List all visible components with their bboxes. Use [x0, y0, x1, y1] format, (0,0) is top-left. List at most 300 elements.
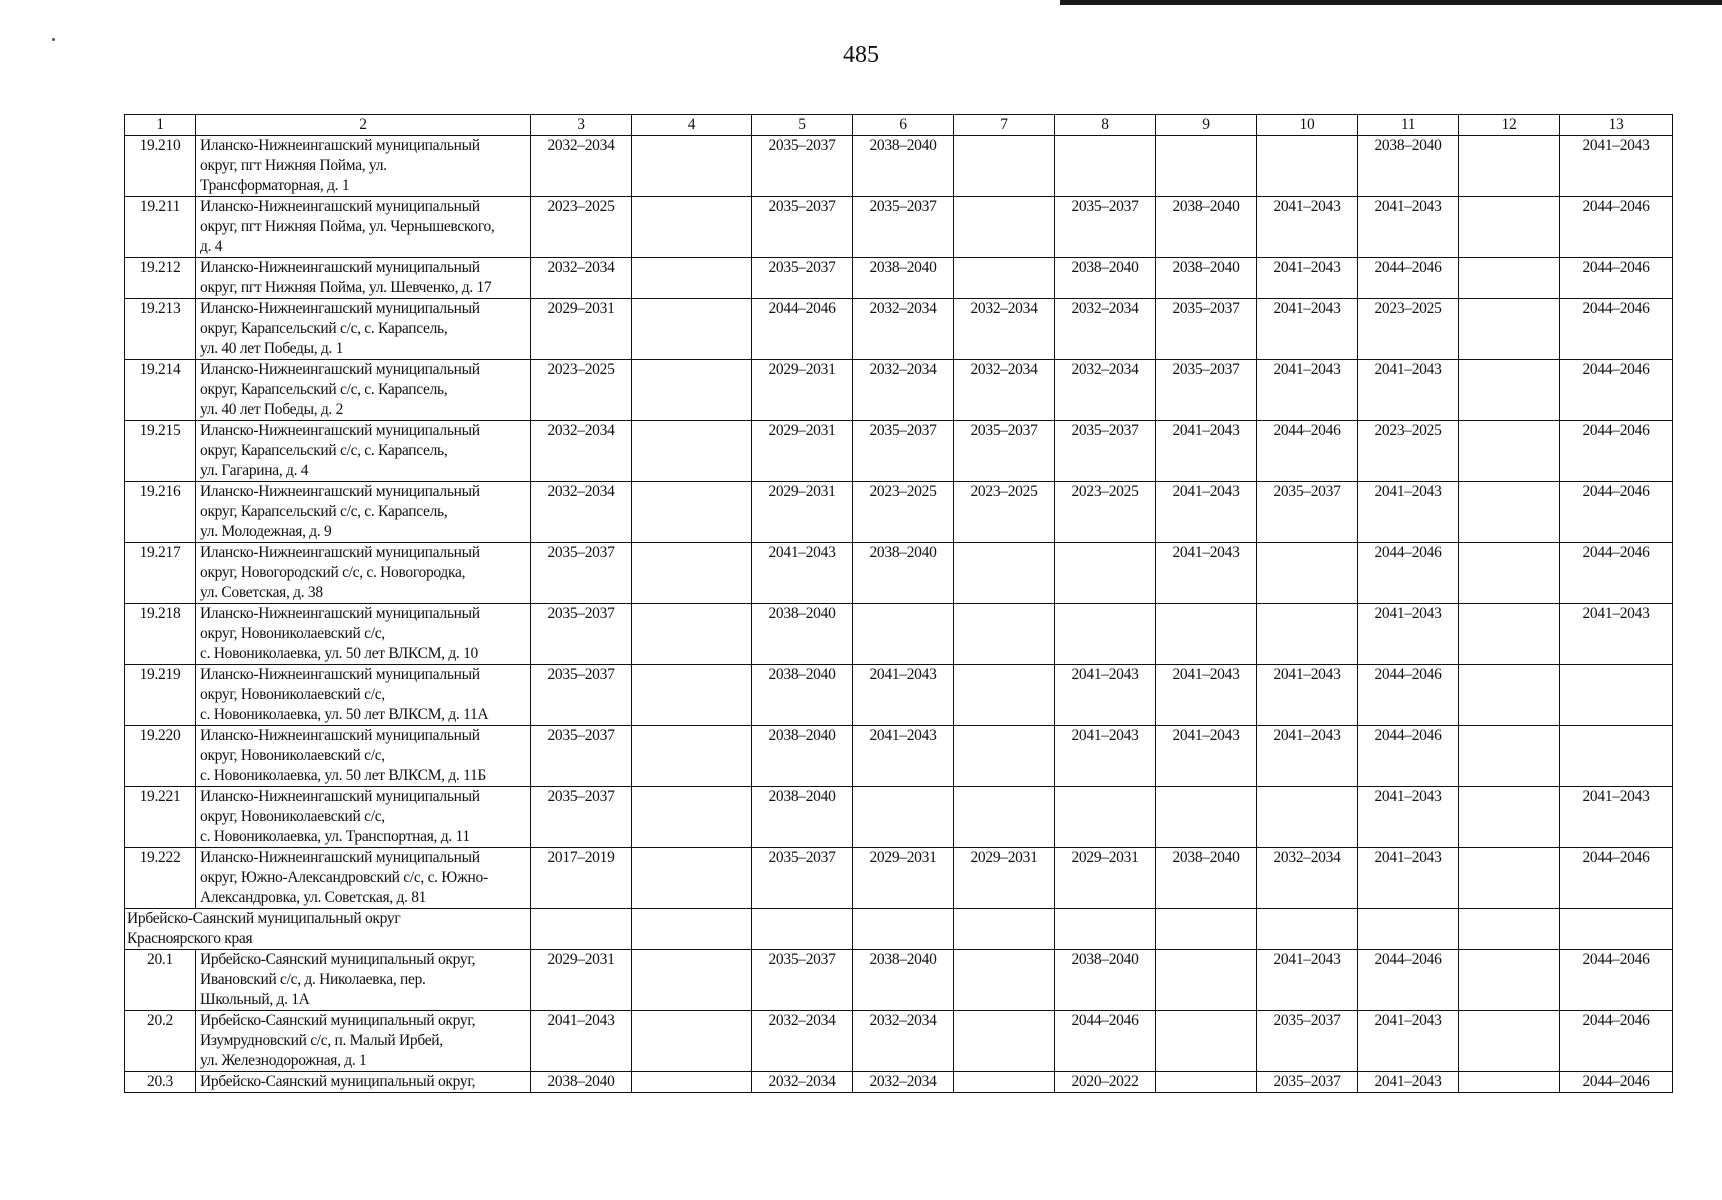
- address-line: округ, Карапсельский с/с, с. Карапсель,: [200, 320, 448, 337]
- address-line: округ, пгт Нижняя Пойма, ул.: [200, 157, 387, 174]
- address-line: округ, Карапсельский с/с, с. Карапсель,: [200, 442, 448, 459]
- row-number: 20.1: [125, 950, 196, 1011]
- period-cell: 2044–2046: [752, 299, 853, 360]
- address-line: Ирбейско-Саянский муниципальный округ,: [200, 951, 476, 968]
- period-cell: [954, 950, 1055, 1011]
- address-line: округ, Новониколаевский с/с,: [200, 625, 385, 642]
- address-line: Изумрудновский с/с, п. Малый Ирбей,: [200, 1032, 443, 1049]
- period-cell: [1257, 787, 1358, 848]
- address-line: Ивановский с/с, д. Николаевка, пер.: [200, 971, 426, 988]
- period-cell: [1156, 950, 1257, 1011]
- period-cell: 2038–2040: [531, 1072, 632, 1093]
- period-cell: 2041–2043: [1156, 665, 1257, 726]
- period-cell: 2044–2046: [1358, 950, 1459, 1011]
- period-cell: [1459, 726, 1560, 787]
- address-line: Иланско-Нижнеингашский муниципальный: [200, 300, 480, 317]
- period-cell: 2032–2034: [1257, 848, 1358, 909]
- period-cell: [632, 665, 752, 726]
- period-cell: 2020–2022: [1055, 1072, 1156, 1093]
- period-cell: 2044–2046: [1560, 1072, 1673, 1093]
- period-cell: [632, 848, 752, 909]
- period-cell: [1560, 726, 1673, 787]
- address-line: Александровка, ул. Советская, д. 81: [200, 889, 427, 906]
- table-row: [125, 197, 1673, 258]
- period-cell: 2044–2046: [1257, 421, 1358, 482]
- address-cell: [196, 950, 531, 1011]
- period-cell: [1156, 136, 1257, 197]
- address-line: Иланско-Нижнеингашский муниципальный: [200, 361, 480, 378]
- period-cell: [1459, 604, 1560, 665]
- period-cell: 2038–2040: [1055, 258, 1156, 299]
- address-line: ул. Гагарина, д. 4: [200, 462, 309, 479]
- period-cell: 2023–2025: [1055, 482, 1156, 543]
- period-cell: 2041–2043: [853, 726, 954, 787]
- period-cell: 2044–2046: [1560, 543, 1673, 604]
- period-cell: 2029–2031: [853, 848, 954, 909]
- period-cell: [1459, 950, 1560, 1011]
- table-row: [125, 665, 1673, 726]
- table-row: [125, 604, 1673, 665]
- period-cell: [853, 787, 954, 848]
- column-number-header: 10: [1257, 115, 1358, 136]
- period-cell: 2023–2025: [1358, 421, 1459, 482]
- table-row: [125, 543, 1673, 604]
- address-line: Трансформаторная, д. 1: [200, 177, 350, 194]
- address-cell: [196, 543, 531, 604]
- table-row: [125, 950, 1673, 1011]
- period-cell: 2035–2037: [1257, 482, 1358, 543]
- period-cell: 2035–2037: [531, 604, 632, 665]
- period-cell: [1459, 543, 1560, 604]
- column-number-header: 3: [531, 115, 632, 136]
- column-number-header: 9: [1156, 115, 1257, 136]
- row-number: 19.211: [125, 197, 196, 258]
- address-line: округ, Новониколаевский с/с,: [200, 747, 385, 764]
- period-cell: 2038–2040: [1156, 848, 1257, 909]
- period-cell: [632, 726, 752, 787]
- period-cell: 2041–2043: [853, 665, 954, 726]
- address-line: Ирбейско-Саянский муниципальный округ,: [200, 1073, 476, 1090]
- row-number: 19.218: [125, 604, 196, 665]
- period-cell: 2035–2037: [752, 848, 853, 909]
- address-line: Иланско-Нижнеингашский муниципальный: [200, 137, 480, 154]
- period-cell: 2035–2037: [531, 726, 632, 787]
- address-line: ул. Железнодорожная, д. 1: [200, 1052, 367, 1069]
- period-cell: 2041–2043: [1156, 543, 1257, 604]
- period-cell: [632, 1072, 752, 1093]
- table-row: [125, 421, 1673, 482]
- period-cell: 2044–2046: [1560, 299, 1673, 360]
- period-cell: 2044–2046: [1358, 726, 1459, 787]
- period-cell: 2035–2037: [752, 136, 853, 197]
- period-cell: 2041–2043: [1257, 360, 1358, 421]
- period-cell: 2035–2037: [531, 665, 632, 726]
- address-cell: [196, 299, 531, 360]
- address-line: округ, Карапсельский с/с, с. Карапсель,: [200, 503, 448, 520]
- period-cell: [1459, 787, 1560, 848]
- period-cell: [632, 1011, 752, 1072]
- row-number: 20.2: [125, 1011, 196, 1072]
- period-cell: 2035–2037: [853, 421, 954, 482]
- period-cell: 2035–2037: [853, 197, 954, 258]
- period-cell: 2023–2025: [531, 360, 632, 421]
- period-cell: 2029–2031: [752, 421, 853, 482]
- period-cell: 2038–2040: [752, 787, 853, 848]
- period-cell: 2041–2043: [1358, 787, 1459, 848]
- period-cell: [853, 604, 954, 665]
- table-row: [125, 726, 1673, 787]
- top-edge-rule: [1060, 0, 1722, 5]
- period-cell: 2029–2031: [531, 950, 632, 1011]
- table-row: [125, 136, 1673, 197]
- address-line: Иланско-Нижнеингашский муниципальный: [200, 259, 480, 276]
- period-cell: [1257, 604, 1358, 665]
- group-row: [125, 909, 1673, 950]
- period-cell: 2038–2040: [853, 543, 954, 604]
- address-cell: [196, 726, 531, 787]
- period-cell: [954, 726, 1055, 787]
- period-cell: [1156, 1072, 1257, 1093]
- period-cell: 2044–2046: [1560, 1011, 1673, 1072]
- period-cell: 2041–2043: [1358, 848, 1459, 909]
- period-cell: [1459, 197, 1560, 258]
- period-cell: 2041–2043: [1358, 1072, 1459, 1093]
- period-cell: [632, 421, 752, 482]
- period-cell: 2044–2046: [1560, 482, 1673, 543]
- period-cell: [954, 1072, 1055, 1093]
- period-cell: [1257, 543, 1358, 604]
- period-cell: 2032–2034: [853, 1011, 954, 1072]
- empty-cell: [752, 909, 853, 950]
- period-cell: 2041–2043: [1156, 482, 1257, 543]
- period-cell: 2032–2034: [1055, 360, 1156, 421]
- scan-speck: [52, 38, 55, 41]
- period-cell: [632, 950, 752, 1011]
- period-cell: [1156, 604, 1257, 665]
- period-cell: [1459, 482, 1560, 543]
- period-cell: [954, 604, 1055, 665]
- period-cell: [954, 258, 1055, 299]
- period-cell: 2041–2043: [1560, 136, 1673, 197]
- period-cell: [632, 258, 752, 299]
- table-row: [125, 787, 1673, 848]
- column-number-header: 5: [752, 115, 853, 136]
- period-cell: [954, 1011, 1055, 1072]
- address-cell: [196, 360, 531, 421]
- period-cell: 2023–2025: [853, 482, 954, 543]
- row-number: 19.210: [125, 136, 196, 197]
- period-cell: 2035–2037: [1055, 421, 1156, 482]
- empty-cell: [531, 909, 632, 950]
- period-cell: 2029–2031: [531, 299, 632, 360]
- period-cell: 2041–2043: [752, 543, 853, 604]
- period-cell: 2041–2043: [1560, 787, 1673, 848]
- period-cell: [632, 543, 752, 604]
- address-line: округ, Новониколаевский с/с,: [200, 686, 385, 703]
- period-cell: 2035–2037: [1156, 299, 1257, 360]
- period-cell: [954, 665, 1055, 726]
- empty-cell: [954, 909, 1055, 950]
- period-cell: 2038–2040: [853, 136, 954, 197]
- row-number: 19.213: [125, 299, 196, 360]
- empty-cell: [1156, 909, 1257, 950]
- period-cell: [1257, 136, 1358, 197]
- address-line: Иланско-Нижнеингашский муниципальный: [200, 788, 480, 805]
- period-cell: 2041–2043: [1358, 482, 1459, 543]
- period-cell: [632, 604, 752, 665]
- row-number: 19.215: [125, 421, 196, 482]
- period-cell: 2032–2034: [954, 360, 1055, 421]
- address-cell: [196, 604, 531, 665]
- column-number-header: 12: [1459, 115, 1560, 136]
- table-row: [125, 258, 1673, 299]
- address-line: округ, Южно-Александровский с/с, с. Южно-: [200, 869, 488, 886]
- row-number: 19.212: [125, 258, 196, 299]
- table-row: [125, 1072, 1673, 1093]
- address-line: Ирбейско-Саянский муниципальный округ,: [200, 1012, 476, 1029]
- empty-cell: [853, 909, 954, 950]
- period-cell: [1055, 543, 1156, 604]
- period-cell: 2035–2037: [1257, 1072, 1358, 1093]
- row-number: 19.220: [125, 726, 196, 787]
- address-line: Школьный, д. 1А: [200, 991, 310, 1008]
- row-number: 19.222: [125, 848, 196, 909]
- period-cell: 2038–2040: [1358, 136, 1459, 197]
- table-row: [125, 360, 1673, 421]
- period-cell: [1459, 665, 1560, 726]
- period-cell: 2041–2043: [1560, 604, 1673, 665]
- period-cell: [954, 197, 1055, 258]
- period-cell: 2044–2046: [1560, 197, 1673, 258]
- column-number-header: 8: [1055, 115, 1156, 136]
- period-cell: 2041–2043: [1358, 197, 1459, 258]
- address-cell: [196, 665, 531, 726]
- address-line: Иланско-Нижнеингашский муниципальный: [200, 727, 480, 744]
- period-cell: 2038–2040: [752, 665, 853, 726]
- period-cell: 2032–2034: [752, 1011, 853, 1072]
- period-cell: 2038–2040: [1156, 197, 1257, 258]
- period-cell: 2032–2034: [853, 1072, 954, 1093]
- period-cell: 2041–2043: [1156, 726, 1257, 787]
- period-cell: 2035–2037: [752, 950, 853, 1011]
- period-cell: [1459, 136, 1560, 197]
- empty-cell: [1055, 909, 1156, 950]
- period-cell: 2035–2037: [752, 258, 853, 299]
- period-cell: 2017–2019: [531, 848, 632, 909]
- period-cell: 2032–2034: [531, 136, 632, 197]
- period-cell: 2035–2037: [752, 197, 853, 258]
- period-cell: [1459, 848, 1560, 909]
- schedule-table: [124, 114, 1673, 1093]
- address-line: ул. Советская, д. 38: [200, 584, 323, 601]
- period-cell: [1156, 1011, 1257, 1072]
- period-cell: 2044–2046: [1560, 360, 1673, 421]
- period-cell: 2032–2034: [752, 1072, 853, 1093]
- period-cell: 2023–2025: [531, 197, 632, 258]
- period-cell: 2041–2043: [1358, 604, 1459, 665]
- address-line: Иланско-Нижнеингашский муниципальный: [200, 666, 480, 683]
- address-line: округ, Карапсельский с/с, с. Карапсель,: [200, 381, 448, 398]
- empty-cell: [1459, 909, 1560, 950]
- address-line: округ, пгт Нижняя Пойма, ул. Чернышевского,: [200, 218, 495, 235]
- period-cell: 2041–2043: [1257, 665, 1358, 726]
- address-line: д. 4: [200, 238, 223, 255]
- group-title: [125, 909, 531, 950]
- column-number-header: 4: [632, 115, 752, 136]
- period-cell: 2029–2031: [1055, 848, 1156, 909]
- address-cell: [196, 1011, 531, 1072]
- period-cell: 2044–2046: [1560, 258, 1673, 299]
- period-cell: 2041–2043: [1156, 421, 1257, 482]
- row-number: 19.217: [125, 543, 196, 604]
- address-cell: [196, 197, 531, 258]
- period-cell: [632, 360, 752, 421]
- period-cell: [1459, 360, 1560, 421]
- address-cell: [196, 848, 531, 909]
- period-cell: 2041–2043: [1055, 726, 1156, 787]
- period-cell: 2032–2034: [531, 258, 632, 299]
- period-cell: 2041–2043: [1358, 360, 1459, 421]
- period-cell: 2041–2043: [531, 1011, 632, 1072]
- period-cell: [954, 543, 1055, 604]
- address-line: округ, Новониколаевский с/с,: [200, 808, 385, 825]
- column-number-header: 7: [954, 115, 1055, 136]
- address-cell: [196, 1072, 531, 1093]
- period-cell: 2032–2034: [853, 299, 954, 360]
- column-number-header: 13: [1560, 115, 1673, 136]
- column-number-header: 6: [853, 115, 954, 136]
- address-line: ул. 40 лет Победы, д. 1: [200, 340, 344, 357]
- period-cell: 2035–2037: [531, 787, 632, 848]
- empty-cell: [1560, 909, 1673, 950]
- address-line: округ, пгт Нижняя Пойма, ул. Шевченко, д. 17: [200, 279, 492, 296]
- address-line: ул. Молодежная, д. 9: [200, 523, 332, 540]
- address-line: Иланско-Нижнеингашский муниципальный: [200, 544, 480, 561]
- period-cell: 2032–2034: [1055, 299, 1156, 360]
- period-cell: [1055, 136, 1156, 197]
- period-cell: 2044–2046: [1560, 848, 1673, 909]
- row-number: 19.221: [125, 787, 196, 848]
- row-number: 20.3: [125, 1072, 196, 1093]
- address-line: Иланско-Нижнеингашский муниципальный: [200, 483, 480, 500]
- table-row: [125, 299, 1673, 360]
- address-line: ул. 40 лет Победы, д. 2: [200, 401, 344, 418]
- period-cell: 2029–2031: [752, 482, 853, 543]
- period-cell: 2041–2043: [1257, 299, 1358, 360]
- column-number-header: 11: [1358, 115, 1459, 136]
- period-cell: 2044–2046: [1358, 665, 1459, 726]
- address-line: с. Новониколаевка, ул. 50 лет ВЛКСМ, д. 11А: [200, 706, 489, 723]
- address-cell: [196, 258, 531, 299]
- period-cell: 2035–2037: [1055, 197, 1156, 258]
- period-cell: [954, 787, 1055, 848]
- header-row: [125, 115, 1673, 136]
- period-cell: 2032–2034: [531, 421, 632, 482]
- empty-cell: [632, 909, 752, 950]
- group-title-line: Красноярского края: [127, 930, 253, 947]
- period-cell: [632, 136, 752, 197]
- period-cell: [1055, 604, 1156, 665]
- period-cell: 2029–2031: [752, 360, 853, 421]
- row-number: 19.219: [125, 665, 196, 726]
- address-line: Иланско-Нижнеингашский муниципальный: [200, 849, 480, 866]
- period-cell: 2044–2046: [1358, 543, 1459, 604]
- address-cell: [196, 136, 531, 197]
- period-cell: 2035–2037: [1257, 1011, 1358, 1072]
- period-cell: 2023–2025: [954, 482, 1055, 543]
- period-cell: [1055, 787, 1156, 848]
- period-cell: 2029–2031: [954, 848, 1055, 909]
- period-cell: [632, 299, 752, 360]
- period-cell: [632, 197, 752, 258]
- page-number: 485: [843, 42, 879, 68]
- period-cell: 2035–2037: [1156, 360, 1257, 421]
- period-cell: 2041–2043: [1358, 1011, 1459, 1072]
- period-cell: 2044–2046: [1358, 258, 1459, 299]
- table-row: [125, 1011, 1673, 1072]
- row-number: 19.214: [125, 360, 196, 421]
- period-cell: 2032–2034: [954, 299, 1055, 360]
- period-cell: [1459, 1011, 1560, 1072]
- address-line: Иланско-Нижнеингашский муниципальный: [200, 605, 480, 622]
- address-line: округ, Новогородский с/с, с. Новогородка,: [200, 564, 466, 581]
- period-cell: 2041–2043: [1257, 950, 1358, 1011]
- address-line: Иланско-Нижнеингашский муниципальный: [200, 422, 480, 439]
- column-number-header: 1: [125, 115, 196, 136]
- period-cell: 2038–2040: [1055, 950, 1156, 1011]
- period-cell: 2044–2046: [1560, 421, 1673, 482]
- address-line: с. Новониколаевка, ул. 50 лет ВЛКСМ, д. 11Б: [200, 767, 486, 784]
- group-title-line: Ирбейско-Саянский муниципальный округ: [127, 910, 401, 927]
- period-cell: [1459, 299, 1560, 360]
- column-number-header: 2: [196, 115, 531, 136]
- address-cell: [196, 787, 531, 848]
- table-row: [125, 482, 1673, 543]
- period-cell: [1156, 787, 1257, 848]
- period-cell: 2041–2043: [1055, 665, 1156, 726]
- period-cell: [632, 787, 752, 848]
- period-cell: [1459, 1072, 1560, 1093]
- period-cell: [954, 136, 1055, 197]
- period-cell: 2044–2046: [1560, 950, 1673, 1011]
- period-cell: 2038–2040: [752, 604, 853, 665]
- period-cell: 2032–2034: [531, 482, 632, 543]
- period-cell: 2044–2046: [1055, 1011, 1156, 1072]
- address-line: с. Новониколаевка, ул. 50 лет ВЛКСМ, д. 10: [200, 645, 478, 662]
- empty-cell: [1257, 909, 1358, 950]
- period-cell: 2041–2043: [1257, 258, 1358, 299]
- period-cell: 2038–2040: [752, 726, 853, 787]
- period-cell: [632, 482, 752, 543]
- period-cell: 2032–2034: [853, 360, 954, 421]
- period-cell: 2035–2037: [531, 543, 632, 604]
- period-cell: 2038–2040: [853, 950, 954, 1011]
- period-cell: [1459, 421, 1560, 482]
- period-cell: [1560, 665, 1673, 726]
- table-row: [125, 848, 1673, 909]
- address-cell: [196, 421, 531, 482]
- period-cell: 2035–2037: [954, 421, 1055, 482]
- period-cell: 2023–2025: [1358, 299, 1459, 360]
- address-line: с. Новониколаевка, ул. Транспортная, д. 11: [200, 828, 470, 845]
- row-number: 19.216: [125, 482, 196, 543]
- period-cell: 2038–2040: [1156, 258, 1257, 299]
- period-cell: 2041–2043: [1257, 197, 1358, 258]
- address-cell: [196, 482, 531, 543]
- address-line: Иланско-Нижнеингашский муниципальный: [200, 198, 480, 215]
- empty-cell: [1358, 909, 1459, 950]
- period-cell: [1459, 258, 1560, 299]
